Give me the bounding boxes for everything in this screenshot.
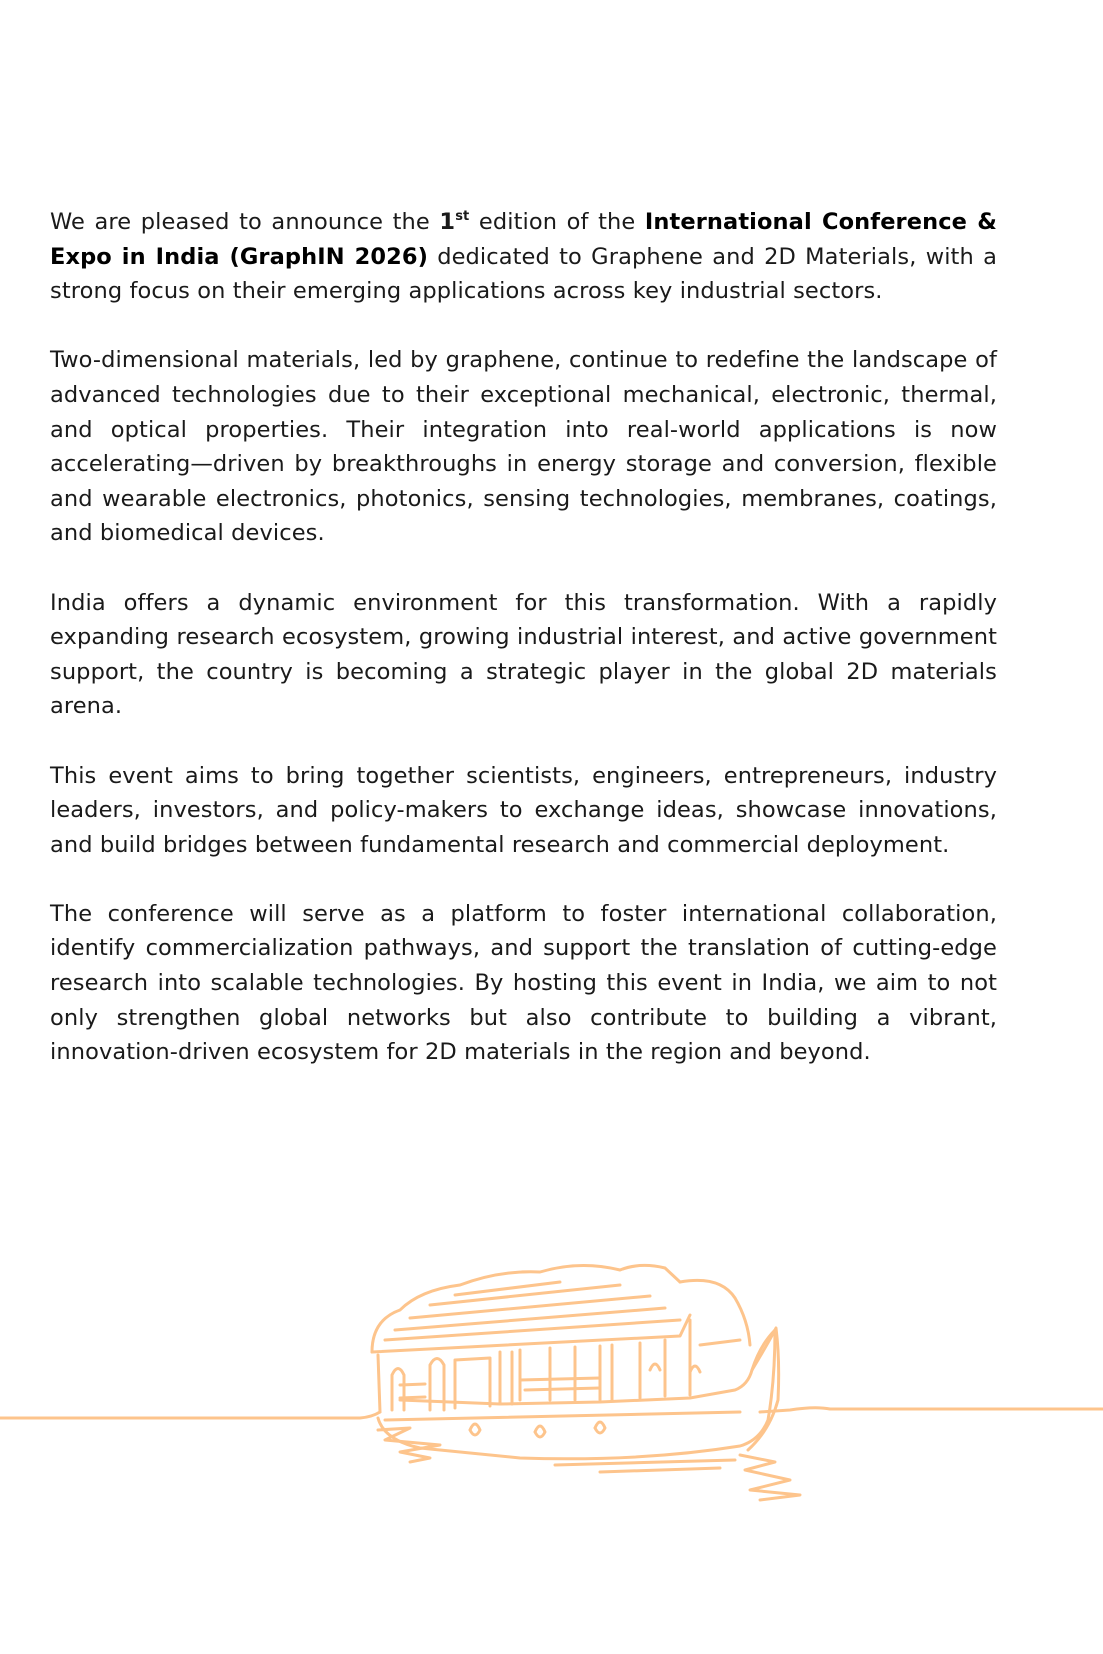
roof-thatch-3: [410, 1296, 650, 1318]
houseboat-illustration: [0, 1240, 1103, 1540]
cabin-pillars: [500, 1352, 512, 1404]
rear-deck: [612, 1320, 740, 1400]
water-streak: [555, 1460, 735, 1472]
edition-number: 1: [439, 209, 456, 235]
intro-text-end: dedicated to Graphene and 2D Materials, with a strong focus on their emerging applications across key industrial sectors.: [50, 243, 997, 305]
hull-ornament-1: [470, 1424, 480, 1435]
paragraph-platform: The conference will serve as a platform to foster international collaboration, identify commercialization pathways, and support the translation of cutting-edge research into scalable technologies. By hosting this event in India, we aim to not only strengthen global networks but also contribute to building a vibrant, innovation-driven ecosystem for 2D materials in the region and beyond.: [50, 900, 997, 1066]
hull-ornament-2: [535, 1426, 545, 1437]
paragraph-event-aims: This event aims to bring together scientists, engineers, entrepreneurs, industry leaders, investors, and policy-makers to exchange ideas, showcase innovations, and build bridges between fundamental research and commercial deployment.: [50, 762, 997, 858]
rear-seats: [650, 1364, 700, 1372]
water-ripple-right: [740, 1455, 800, 1500]
roof-thatch-2: [395, 1308, 665, 1330]
cabin-front-wall: [378, 1355, 380, 1412]
intro-text-start: We are pleased to announce the: [50, 209, 440, 235]
cabin-door: [455, 1358, 490, 1408]
hull-ornament-3: [595, 1422, 605, 1433]
intro-text-mid: edition of the: [469, 209, 645, 235]
intro-paragraph: [50, 205, 997, 309]
cabin-windows: [520, 1346, 600, 1400]
edition-ordinal: [439, 209, 469, 235]
paragraph-india: India offers a dynamic environment for this transformation. With a rapidly expanding research ecosystem, growing industrial interest, and active government support, the country is becoming a strategic player in the global 2D materials arena.: [50, 589, 997, 720]
conference-name: International Conference & Expo in India (GraphIN 2026): [50, 209, 997, 270]
horizon-line-right: [760, 1408, 1103, 1412]
roof-eave: [372, 1315, 690, 1352]
announcement-body: [50, 205, 997, 1070]
paragraph-materials: Two-dimensional materials, led by graphene, continue to redefine the landscape of advanced technologies due to their exceptional mechanical, electronic, thermal, and optical properties. Their integration into real-world applications is now accelerating—driven by breakthroughs in energy storage and conversion, flexible and wearable electronics, photonics, sensing technologies, membranes, coatings, and biomedical devices.: [50, 347, 997, 547]
ordinal-suffix: st: [455, 209, 470, 224]
cabin-railing: [520, 1378, 600, 1390]
hull-band: [385, 1412, 740, 1420]
cabin-window-arch-1: [392, 1369, 404, 1411]
horizon-line-left: [0, 1412, 380, 1418]
